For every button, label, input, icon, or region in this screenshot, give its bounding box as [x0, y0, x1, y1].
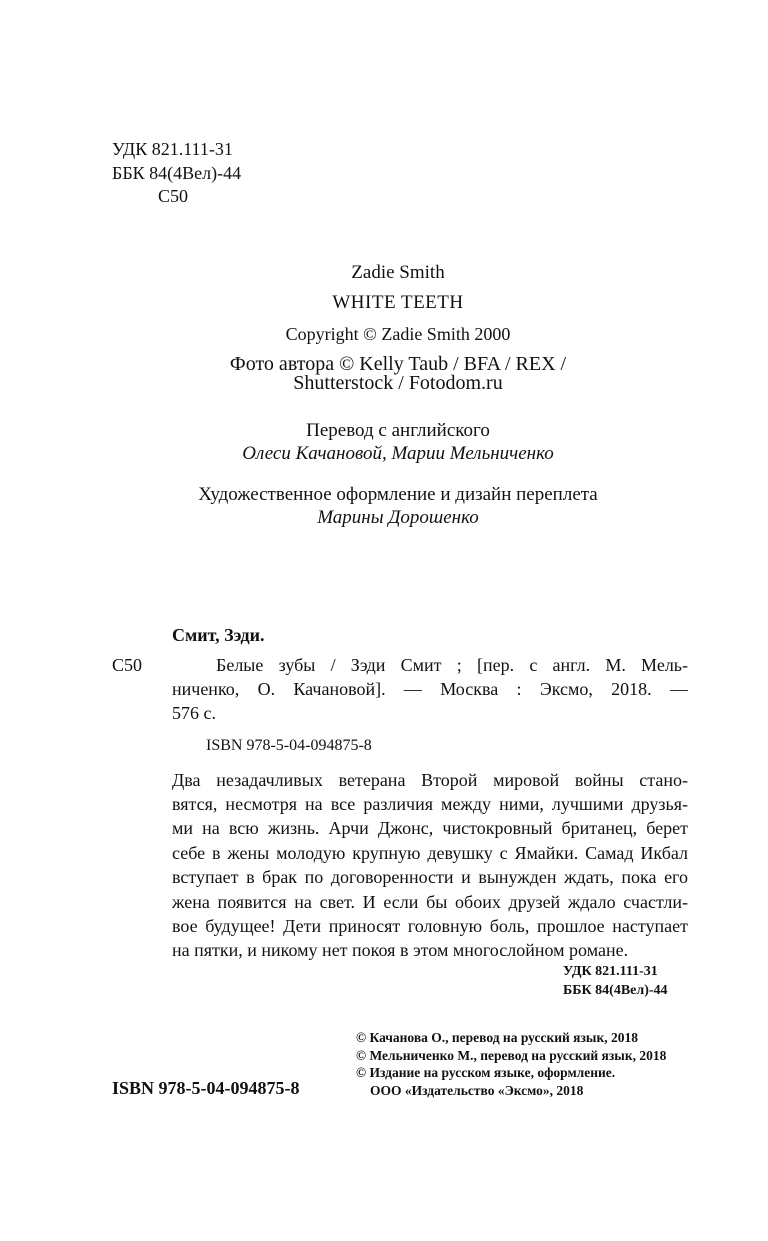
- annotation-line: вступает в брак по договоренности и вынужден ждать, пока его: [172, 867, 688, 887]
- copyright-translator-1: © Качанова О., перевод на русский язык, 2018: [356, 1030, 638, 1045]
- design-label: Художественное оформление и дизайн переплета: [198, 484, 598, 505]
- catalog-line-1: Белые зубы / Зэди Смит ; [пер. с англ. М. Мель-: [216, 655, 688, 675]
- photo-credit-line2: Shutterstock / Fotodom.ru: [293, 372, 503, 394]
- translation-label: Перевод с английского: [306, 420, 490, 441]
- udk-code: УДК 821.111-31: [112, 139, 233, 159]
- catalog-isbn: ISBN 978-5-04-094875-8: [206, 737, 372, 754]
- catalog-line-2: ниченко, О. Качановой]. — Москва : Эксмо, 2018. —: [172, 679, 688, 699]
- original-title: WHITE TEETH: [332, 292, 464, 313]
- translators: Олеси Качановой, Марии Мельниченко: [242, 443, 554, 464]
- bbk-code: ББК 84(4Вел)-44: [112, 163, 242, 183]
- annotation-line: жена появится на свет. И если бы обоих друзей ждало счастли-: [172, 892, 688, 912]
- copyright-line: Copyright © Zadie Smith 2000: [285, 324, 511, 344]
- footer-udk: УДК 821.111-31: [563, 964, 658, 979]
- annotation-line: на пятки, и никому нет покоя в этом многослойном романе.: [172, 940, 629, 960]
- annotation-line: себе в жены молодую крупную девушку с Ямайки. Самад Икбал: [172, 843, 688, 863]
- original-author: Zadie Smith: [351, 262, 445, 283]
- copyright-translator-2: © Мельниченко М., перевод на русский язык, 2018: [356, 1048, 667, 1063]
- catalog-heading: Смит, Зэди.: [172, 625, 265, 645]
- annotation-line: Два незадачливых ветерана Второй мировой войны стано-: [172, 770, 688, 790]
- author-mark: С50: [158, 186, 189, 206]
- catalog-line-3: 576 с.: [172, 703, 216, 723]
- footer-bbk: ББК 84(4Вел)-44: [563, 983, 668, 998]
- annotation-line: вое будущее! Дети приносят головную боль, прошлое наступает: [172, 916, 688, 936]
- copyright-publisher: ООО «Издательство «Эксмо», 2018: [370, 1083, 584, 1098]
- annotation-line: вятся, несмотря на все различия между ними, лучшими друзья-: [172, 794, 688, 814]
- photo-credit-line1: Фото автора © Kelly Taub / BFA / REX /: [229, 353, 567, 375]
- catalog-mark: С50: [112, 655, 143, 675]
- footer-isbn: ISBN 978-5-04-094875-8: [112, 1078, 300, 1098]
- designer: Марины Дорошенко: [317, 507, 479, 528]
- copyright-edition: © Издание на русском языке, оформление.: [356, 1065, 616, 1080]
- annotation-line: ми на всю жизнь. Арчи Джонс, чистокровный британец, берет: [172, 818, 688, 838]
